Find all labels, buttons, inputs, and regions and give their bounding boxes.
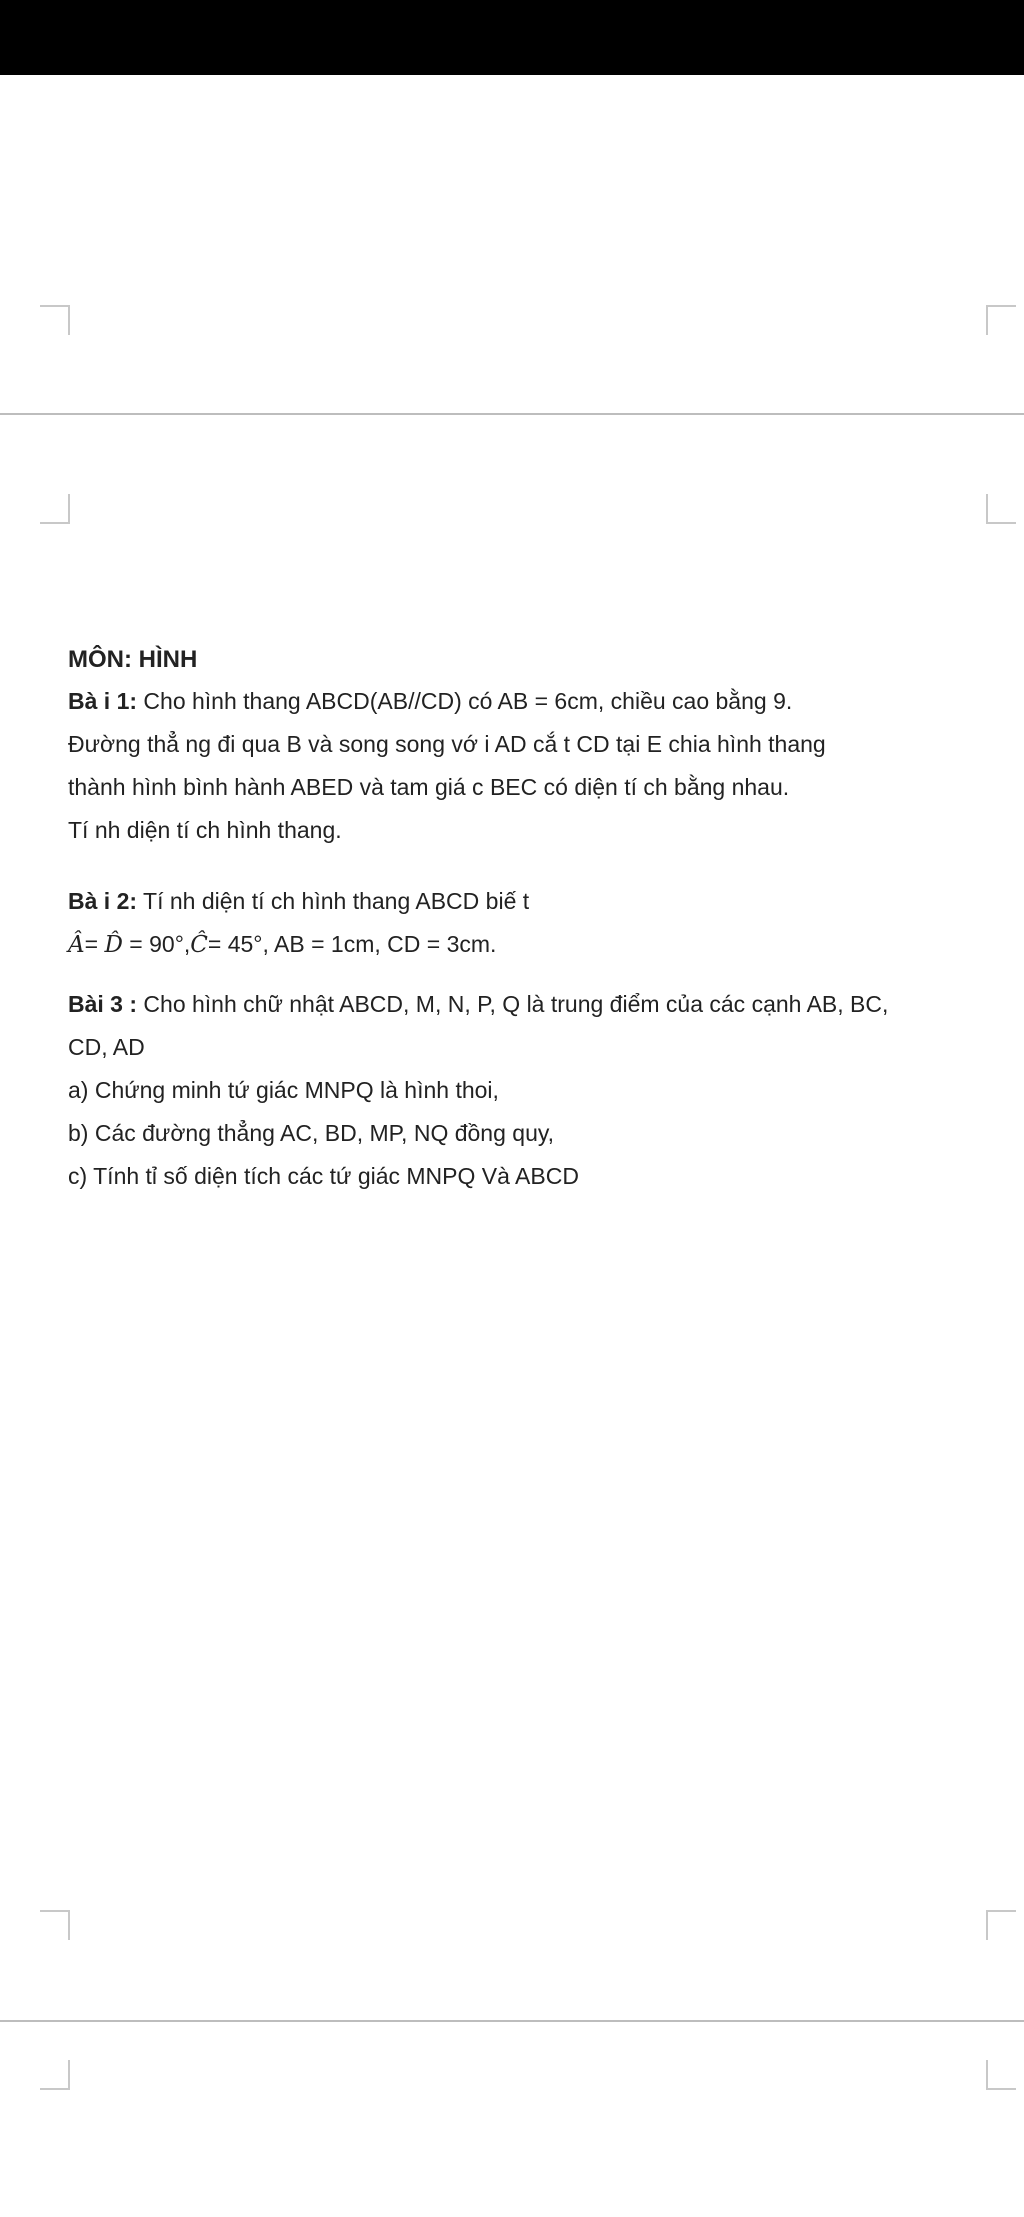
list-item: b) Các đường thẳng AC, BD, MP, NQ đồng quy, xyxy=(68,1120,555,1146)
status-bar xyxy=(0,0,1024,75)
formula-part: = 90°, xyxy=(122,931,191,957)
angle-d: D̂ xyxy=(104,932,123,958)
exercise-3-text-cont: CD, AD xyxy=(68,1034,145,1060)
list-item: a) Chứng minh tứ giác MNPQ là hình thoi, xyxy=(68,1077,499,1103)
exercise-1-line: Đường thẳ ng đi qua B và song song vớ i AD cắ t CD tại E chia hình thang xyxy=(68,731,826,757)
exercise-1-line: Tí nh diện tí ch hình thang. xyxy=(68,817,342,843)
page-corner-mark xyxy=(40,2060,70,2090)
page-corner-mark xyxy=(40,1910,70,1940)
angle-c: Ĉ xyxy=(190,932,208,958)
document-title: MÔN: HÌNH xyxy=(68,646,198,673)
exercise-2-label: Bà i 2: xyxy=(68,888,138,914)
exercise-1-label: Bà i 1: xyxy=(68,688,138,714)
exercise-3-label: Bài 3 : xyxy=(68,991,138,1017)
document-body xyxy=(68,640,998,1198)
exercise-3-list xyxy=(68,1069,998,1198)
exercise-3 xyxy=(68,983,998,1069)
page-corner-mark xyxy=(986,305,1016,335)
formula-part: = 45°, AB = 1cm, CD = 3cm. xyxy=(207,931,497,957)
exercise-2-text: Tí nh diện tí ch hình thang ABCD biế t xyxy=(143,888,530,914)
list-item: c) Tính tỉ số diện tích các tứ giác MNPQ Và ABCD xyxy=(68,1163,579,1189)
page-corner-mark xyxy=(986,2060,1016,2090)
exercise-1-line: Cho hình thang ABCD(AB//CD) có AB = 6cm, chiều cao bằng 9. xyxy=(143,688,793,714)
page-divider xyxy=(0,413,1024,415)
page-corner-mark xyxy=(40,494,70,524)
page-corner-mark xyxy=(986,494,1016,524)
exercise-3-text: Cho hình chữ nhật ABCD, M, N, P, Q là trung điểm của các cạnh AB, BC, xyxy=(143,991,889,1017)
exercise-1-line: thành hình bình hành ABED và tam giá c BEC có diện tí ch bằng nhau. xyxy=(68,774,790,800)
exercise-2 xyxy=(68,880,998,967)
angle-a: Â xyxy=(68,932,85,958)
page-divider xyxy=(0,2020,1024,2022)
page-corner-mark xyxy=(40,305,70,335)
exercise-1 xyxy=(68,680,998,852)
exercise-2-formula xyxy=(68,931,496,957)
formula-part: = xyxy=(84,931,105,957)
page-corner-mark xyxy=(986,1910,1016,1940)
